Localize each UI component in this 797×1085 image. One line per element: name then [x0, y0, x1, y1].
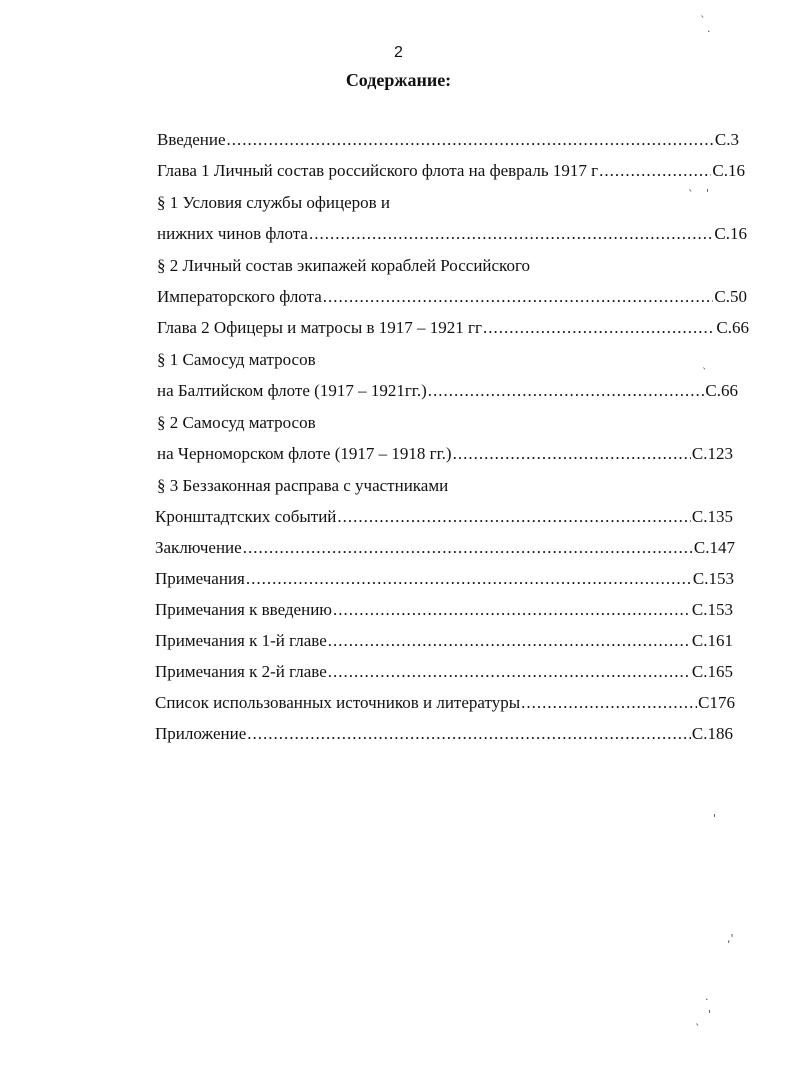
scan-speck: ` [702, 366, 708, 379]
toc-entry-chapter-1 [157, 159, 745, 183]
toc-entry-text: § 3 Беззаконная расправа с участниками [157, 476, 449, 495]
toc-leader-dots [453, 442, 691, 466]
toc-leader-dots [246, 567, 692, 591]
toc-leader-dots [243, 536, 693, 560]
toc-entry-text: Кронштадтских событий [155, 507, 337, 526]
toc-entry-page: С.135 [691, 507, 733, 526]
toc-leader-dots [328, 629, 691, 653]
toc-entry-page: С.16 [714, 224, 747, 243]
toc-leader-dots [323, 285, 714, 309]
toc-entry-conclusion [155, 536, 735, 560]
toc-entry-page: С.161 [691, 631, 733, 650]
toc-leader-dots [328, 660, 691, 684]
toc-entry-page: С.16 [712, 161, 745, 180]
toc-entry-page: С.153 [692, 569, 734, 588]
scan-speck: . [707, 22, 711, 35]
toc-entry-notes-chapter-2 [155, 660, 733, 684]
toc-leader-dots [309, 222, 713, 246]
toc-entry-page: С.66 [716, 318, 749, 337]
toc-entry-text: Список использованных источников и литературы [155, 693, 521, 712]
toc-entry-text: § 1 Условия службы офицеров и [157, 193, 390, 212]
toc-entry-page: С.3 [714, 130, 739, 149]
scan-speck: ` [695, 1022, 701, 1035]
toc-entry-text: Приложение [155, 724, 247, 743]
scan-speck: ' [713, 812, 717, 825]
toc-entry-page: С.165 [691, 662, 733, 681]
toc-entry-section-2-2 [157, 442, 733, 466]
toc-entry-text: § 2 Личный состав экипажей кораблей Российского [157, 256, 531, 275]
toc-entry-text: § 2 Самосуд матросов [157, 413, 316, 432]
toc-entry-notes-chapter-1 [155, 629, 733, 653]
toc-entry-text: Глава 1 Личный состав российского флота на февраль 1917 г [157, 161, 599, 180]
scan-speck: . [705, 990, 709, 1003]
toc-leader-dots [337, 505, 691, 529]
toc-entry-text: Примечания к 1-й главе [155, 631, 327, 650]
scan-speck: ` [700, 14, 706, 27]
toc-leader-dots [599, 159, 711, 183]
toc-leader-dots [483, 316, 715, 340]
toc-entry-text: Глава 2 Офицеры и матросы в 1917 – 1921 гг [157, 318, 482, 337]
toc-entry-section-1-2 [157, 285, 747, 309]
toc-entry-section-2-2-heading [157, 411, 316, 435]
toc-entry-page: С.186 [691, 724, 733, 743]
toc-entry-text: на Балтийском флоте (1917 – 1921гг.) [157, 381, 427, 400]
toc-entry-text: Введение [157, 130, 226, 149]
toc-entry-page: С.66 [705, 381, 738, 400]
toc-entry-text: Примечания к 2-й главе [155, 662, 327, 681]
toc-entry-page: С.147 [693, 538, 735, 557]
toc-leader-dots [521, 691, 697, 715]
toc-entry-page: С176 [698, 693, 735, 712]
toc-entry-page: С.153 [691, 600, 733, 619]
toc-entry-section-2-1-heading [157, 348, 316, 372]
toc-entry-section-2-3 [155, 505, 733, 529]
toc-entry-text: на Черноморском флоте (1917 – 1918 гг.) [157, 444, 452, 463]
toc-entry-section-1-1-heading [157, 191, 390, 215]
scan-speck: ' [708, 1008, 712, 1021]
toc-entry-introduction [157, 128, 739, 152]
toc-entry-notes-intro [155, 598, 733, 622]
toc-entry-page: С.123 [691, 444, 733, 463]
toc-entry-chapter-2 [157, 316, 749, 340]
toc-entry-text: нижних чинов флота [157, 224, 308, 243]
toc-entry-text: Заключение [155, 538, 242, 557]
toc-entry-text: Примечания к введению [155, 600, 332, 619]
toc-entry-section-1-1 [157, 222, 747, 246]
toc-entry-notes [155, 567, 734, 591]
toc-entry-bibliography [155, 691, 735, 715]
scan-speck: ,' [727, 932, 734, 945]
toc-entry-text: Примечания [155, 569, 245, 588]
toc-entry-section-2-1 [157, 379, 738, 403]
toc-leader-dots [333, 598, 691, 622]
page-title: Содержание: [345, 70, 452, 90]
scan-speck: ' [706, 187, 710, 200]
toc-entry-text: § 1 Самосуд матросов [157, 350, 316, 369]
toc-entry-page: С.50 [714, 287, 747, 306]
toc-entry-appendix [155, 722, 733, 746]
toc-leader-dots [227, 128, 714, 152]
toc-leader-dots [247, 722, 691, 746]
page-number: 2 [394, 44, 403, 61]
toc-leader-dots [428, 379, 705, 403]
toc-entry-text: Императорского флота [157, 287, 322, 306]
toc-entry-section-2-3-heading [157, 474, 448, 498]
scan-speck: ` [688, 188, 694, 201]
toc-entry-section-1-2-heading [157, 254, 530, 278]
